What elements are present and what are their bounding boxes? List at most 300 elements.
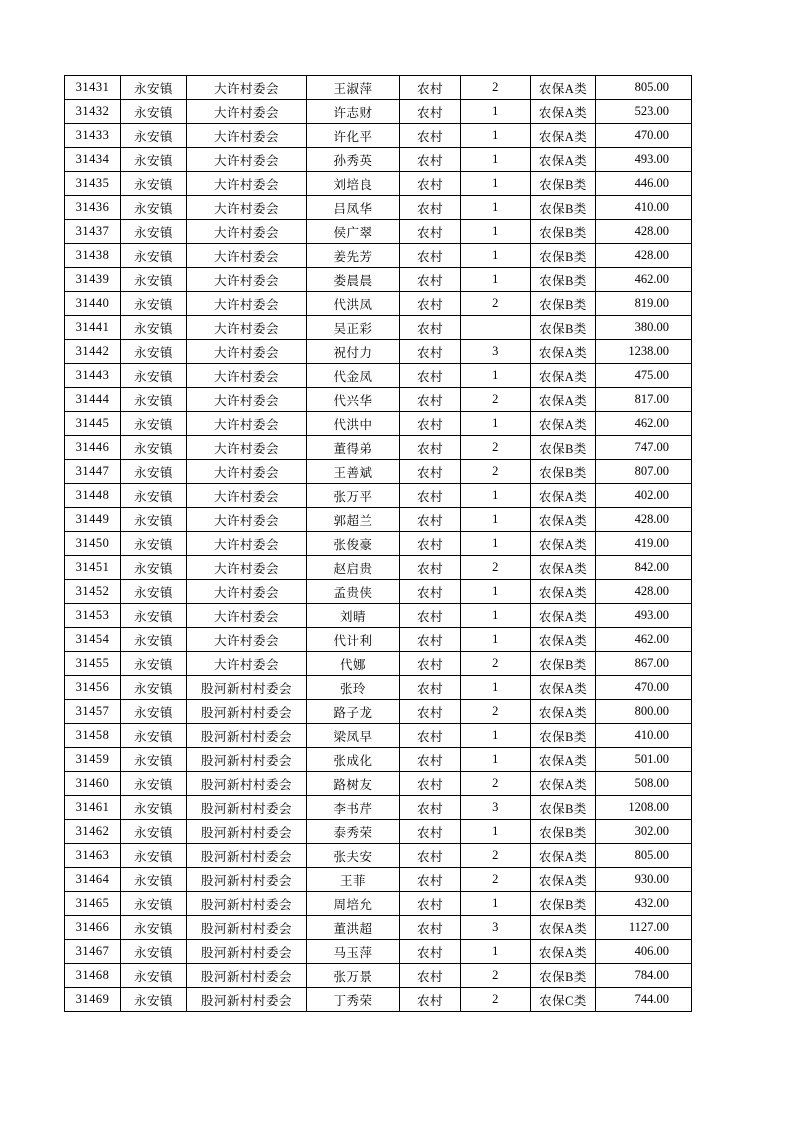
table-row bbox=[65, 436, 692, 460]
cell-village: 大许村委会 bbox=[187, 76, 307, 100]
cell-town: 永安镇 bbox=[121, 604, 187, 628]
cell-id: 31446 bbox=[65, 436, 121, 460]
cell-village: 大许村委会 bbox=[187, 508, 307, 532]
cell-count: 2 bbox=[461, 460, 531, 484]
table-row bbox=[65, 460, 692, 484]
cell-id: 31453 bbox=[65, 604, 121, 628]
cell-category: 农保B类 bbox=[531, 172, 596, 196]
cell-id: 31433 bbox=[65, 124, 121, 148]
cell-amount: 817.00 bbox=[596, 388, 692, 412]
cell-amount: 428.00 bbox=[596, 220, 692, 244]
cell-count: 2 bbox=[461, 772, 531, 796]
table-row bbox=[65, 916, 692, 940]
cell-amount: 744.00 bbox=[596, 988, 692, 1012]
cell-count: 1 bbox=[461, 412, 531, 436]
cell-amount: 501.00 bbox=[596, 748, 692, 772]
cell-type: 农村 bbox=[400, 772, 461, 796]
cell-town: 永安镇 bbox=[121, 796, 187, 820]
cell-category: 农保B类 bbox=[531, 436, 596, 460]
cell-category: 农保A类 bbox=[531, 76, 596, 100]
cell-category: 农保A类 bbox=[531, 100, 596, 124]
cell-village: 大许村委会 bbox=[187, 292, 307, 316]
cell-name: 娄晨晨 bbox=[307, 268, 400, 292]
cell-category: 农保B类 bbox=[531, 964, 596, 988]
cell-town: 永安镇 bbox=[121, 412, 187, 436]
cell-category: 农保A类 bbox=[531, 412, 596, 436]
cell-count: 1 bbox=[461, 148, 531, 172]
cell-amount: 402.00 bbox=[596, 484, 692, 508]
table-row bbox=[65, 412, 692, 436]
cell-type: 农村 bbox=[400, 796, 461, 820]
cell-town: 永安镇 bbox=[121, 436, 187, 460]
table-row bbox=[65, 388, 692, 412]
cell-type: 农村 bbox=[400, 964, 461, 988]
cell-amount: 380.00 bbox=[596, 316, 692, 340]
cell-town: 永安镇 bbox=[121, 508, 187, 532]
table-row bbox=[65, 220, 692, 244]
cell-type: 农村 bbox=[400, 316, 461, 340]
cell-village: 大许村委会 bbox=[187, 100, 307, 124]
cell-id: 31449 bbox=[65, 508, 121, 532]
table-row bbox=[65, 508, 692, 532]
cell-count: 2 bbox=[461, 844, 531, 868]
cell-amount: 410.00 bbox=[596, 196, 692, 220]
cell-category: 农保B类 bbox=[531, 892, 596, 916]
cell-amount: 523.00 bbox=[596, 100, 692, 124]
cell-type: 农村 bbox=[400, 940, 461, 964]
cell-amount: 819.00 bbox=[596, 292, 692, 316]
cell-name: 泰秀荣 bbox=[307, 820, 400, 844]
cell-id: 31451 bbox=[65, 556, 121, 580]
cell-village: 大许村委会 bbox=[187, 460, 307, 484]
cell-town: 永安镇 bbox=[121, 268, 187, 292]
cell-type: 农村 bbox=[400, 628, 461, 652]
cell-id: 31445 bbox=[65, 412, 121, 436]
cell-type: 农村 bbox=[400, 748, 461, 772]
cell-amount: 406.00 bbox=[596, 940, 692, 964]
cell-name: 孟贵侠 bbox=[307, 580, 400, 604]
cell-name: 代娜 bbox=[307, 652, 400, 676]
cell-village: 大许村委会 bbox=[187, 268, 307, 292]
cell-type: 农村 bbox=[400, 652, 461, 676]
cell-village: 股河新村村委会 bbox=[187, 868, 307, 892]
cell-type: 农村 bbox=[400, 844, 461, 868]
cell-name: 路树友 bbox=[307, 772, 400, 796]
cell-village: 大许村委会 bbox=[187, 172, 307, 196]
cell-type: 农村 bbox=[400, 508, 461, 532]
table-row bbox=[65, 532, 692, 556]
cell-id: 31432 bbox=[65, 100, 121, 124]
table-row bbox=[65, 244, 692, 268]
cell-name: 张万平 bbox=[307, 484, 400, 508]
cell-category: 农保A类 bbox=[531, 580, 596, 604]
cell-village: 股河新村村委会 bbox=[187, 700, 307, 724]
cell-amount: 867.00 bbox=[596, 652, 692, 676]
cell-count: 2 bbox=[461, 652, 531, 676]
cell-id: 31459 bbox=[65, 748, 121, 772]
cell-name: 王善斌 bbox=[307, 460, 400, 484]
cell-village: 股河新村村委会 bbox=[187, 988, 307, 1012]
cell-category: 农保A类 bbox=[531, 748, 596, 772]
cell-town: 永安镇 bbox=[121, 916, 187, 940]
table-row bbox=[65, 844, 692, 868]
cell-town: 永安镇 bbox=[121, 148, 187, 172]
table-row bbox=[65, 340, 692, 364]
cell-id: 31454 bbox=[65, 628, 121, 652]
cell-count: 2 bbox=[461, 292, 531, 316]
table-row bbox=[65, 76, 692, 100]
cell-count: 2 bbox=[461, 700, 531, 724]
cell-id: 31455 bbox=[65, 652, 121, 676]
cell-town: 永安镇 bbox=[121, 100, 187, 124]
cell-count: 2 bbox=[461, 868, 531, 892]
cell-name: 吴正彩 bbox=[307, 316, 400, 340]
cell-id: 31434 bbox=[65, 148, 121, 172]
cell-town: 永安镇 bbox=[121, 652, 187, 676]
cell-amount: 805.00 bbox=[596, 844, 692, 868]
cell-type: 农村 bbox=[400, 412, 461, 436]
cell-id: 31468 bbox=[65, 964, 121, 988]
cell-id: 31467 bbox=[65, 940, 121, 964]
cell-name: 许化平 bbox=[307, 124, 400, 148]
cell-count: 3 bbox=[461, 340, 531, 364]
cell-category: 农保A类 bbox=[531, 364, 596, 388]
cell-amount: 807.00 bbox=[596, 460, 692, 484]
cell-town: 永安镇 bbox=[121, 724, 187, 748]
cell-town: 永安镇 bbox=[121, 964, 187, 988]
cell-village: 大许村委会 bbox=[187, 124, 307, 148]
cell-name: 张俊豪 bbox=[307, 532, 400, 556]
cell-amount: 747.00 bbox=[596, 436, 692, 460]
cell-category: 农保A类 bbox=[531, 628, 596, 652]
cell-count: 1 bbox=[461, 604, 531, 628]
cell-category: 农保B类 bbox=[531, 196, 596, 220]
table-row bbox=[65, 796, 692, 820]
table-row bbox=[65, 820, 692, 844]
cell-count: 2 bbox=[461, 964, 531, 988]
cell-category: 农保A类 bbox=[531, 388, 596, 412]
cell-category: 农保B类 bbox=[531, 652, 596, 676]
cell-town: 永安镇 bbox=[121, 196, 187, 220]
cell-type: 农村 bbox=[400, 100, 461, 124]
cell-type: 农村 bbox=[400, 556, 461, 580]
cell-type: 农村 bbox=[400, 364, 461, 388]
table-row bbox=[65, 988, 692, 1012]
cell-type: 农村 bbox=[400, 700, 461, 724]
table-row bbox=[65, 700, 692, 724]
cell-type: 农村 bbox=[400, 892, 461, 916]
cell-count: 2 bbox=[461, 988, 531, 1012]
cell-count: 1 bbox=[461, 676, 531, 700]
cell-amount: 410.00 bbox=[596, 724, 692, 748]
cell-amount: 1208.00 bbox=[596, 796, 692, 820]
cell-category: 农保C类 bbox=[531, 988, 596, 1012]
cell-type: 农村 bbox=[400, 148, 461, 172]
cell-id: 31452 bbox=[65, 580, 121, 604]
cell-village: 股河新村村委会 bbox=[187, 748, 307, 772]
cell-id: 31440 bbox=[65, 292, 121, 316]
cell-amount: 930.00 bbox=[596, 868, 692, 892]
cell-amount: 470.00 bbox=[596, 124, 692, 148]
cell-village: 股河新村村委会 bbox=[187, 916, 307, 940]
cell-village: 大许村委会 bbox=[187, 220, 307, 244]
cell-type: 农村 bbox=[400, 268, 461, 292]
cell-town: 永安镇 bbox=[121, 388, 187, 412]
cell-type: 农村 bbox=[400, 388, 461, 412]
table-row bbox=[65, 940, 692, 964]
cell-name: 刘培良 bbox=[307, 172, 400, 196]
table-row bbox=[65, 196, 692, 220]
cell-name: 孙秀英 bbox=[307, 148, 400, 172]
cell-amount: 462.00 bbox=[596, 628, 692, 652]
cell-category: 农保B类 bbox=[531, 244, 596, 268]
table-row bbox=[65, 172, 692, 196]
cell-amount: 419.00 bbox=[596, 532, 692, 556]
table-row bbox=[65, 676, 692, 700]
cell-name: 郭超兰 bbox=[307, 508, 400, 532]
cell-type: 农村 bbox=[400, 988, 461, 1012]
cell-count: 1 bbox=[461, 220, 531, 244]
cell-village: 大许村委会 bbox=[187, 436, 307, 460]
cell-count: 2 bbox=[461, 436, 531, 460]
cell-village: 大许村委会 bbox=[187, 364, 307, 388]
cell-town: 永安镇 bbox=[121, 772, 187, 796]
cell-id: 31435 bbox=[65, 172, 121, 196]
cell-type: 农村 bbox=[400, 244, 461, 268]
cell-type: 农村 bbox=[400, 76, 461, 100]
cell-town: 永安镇 bbox=[121, 748, 187, 772]
cell-category: 农保B类 bbox=[531, 460, 596, 484]
cell-category: 农保A类 bbox=[531, 700, 596, 724]
cell-count: 1 bbox=[461, 820, 531, 844]
pension-roster-table bbox=[64, 75, 692, 1012]
cell-amount: 784.00 bbox=[596, 964, 692, 988]
cell-category: 农保A类 bbox=[531, 772, 596, 796]
cell-town: 永安镇 bbox=[121, 76, 187, 100]
cell-count: 1 bbox=[461, 100, 531, 124]
cell-type: 农村 bbox=[400, 676, 461, 700]
cell-category: 农保B类 bbox=[531, 796, 596, 820]
cell-town: 永安镇 bbox=[121, 940, 187, 964]
cell-town: 永安镇 bbox=[121, 220, 187, 244]
cell-village: 大许村委会 bbox=[187, 556, 307, 580]
cell-town: 永安镇 bbox=[121, 460, 187, 484]
cell-village: 大许村委会 bbox=[187, 484, 307, 508]
table-row bbox=[65, 868, 692, 892]
cell-town: 永安镇 bbox=[121, 532, 187, 556]
cell-type: 农村 bbox=[400, 172, 461, 196]
cell-amount: 470.00 bbox=[596, 676, 692, 700]
cell-village: 大许村委会 bbox=[187, 532, 307, 556]
cell-name: 代金凤 bbox=[307, 364, 400, 388]
table-row bbox=[65, 124, 692, 148]
table-row bbox=[65, 100, 692, 124]
cell-town: 永安镇 bbox=[121, 628, 187, 652]
cell-type: 农村 bbox=[400, 220, 461, 244]
cell-type: 农村 bbox=[400, 124, 461, 148]
cell-type: 农村 bbox=[400, 604, 461, 628]
cell-count: 1 bbox=[461, 268, 531, 292]
cell-id: 31466 bbox=[65, 916, 121, 940]
cell-count: 1 bbox=[461, 244, 531, 268]
cell-category: 农保A类 bbox=[531, 604, 596, 628]
cell-amount: 475.00 bbox=[596, 364, 692, 388]
cell-name: 张夫安 bbox=[307, 844, 400, 868]
cell-id: 31457 bbox=[65, 700, 121, 724]
cell-name: 吕凤华 bbox=[307, 196, 400, 220]
cell-count: 1 bbox=[461, 724, 531, 748]
table-row bbox=[65, 580, 692, 604]
cell-id: 31443 bbox=[65, 364, 121, 388]
cell-amount: 1238.00 bbox=[596, 340, 692, 364]
cell-village: 大许村委会 bbox=[187, 388, 307, 412]
cell-count: 1 bbox=[461, 532, 531, 556]
table-row bbox=[65, 964, 692, 988]
cell-name: 张玲 bbox=[307, 676, 400, 700]
cell-amount: 428.00 bbox=[596, 508, 692, 532]
cell-amount: 446.00 bbox=[596, 172, 692, 196]
cell-count: 1 bbox=[461, 628, 531, 652]
cell-id: 31469 bbox=[65, 988, 121, 1012]
cell-town: 永安镇 bbox=[121, 820, 187, 844]
cell-category: 农保A类 bbox=[531, 676, 596, 700]
cell-village: 大许村委会 bbox=[187, 148, 307, 172]
cell-category: 农保A类 bbox=[531, 148, 596, 172]
cell-village: 股河新村村委会 bbox=[187, 676, 307, 700]
cell-category: 农保B类 bbox=[531, 268, 596, 292]
cell-village: 股河新村村委会 bbox=[187, 772, 307, 796]
cell-type: 农村 bbox=[400, 724, 461, 748]
cell-type: 农村 bbox=[400, 484, 461, 508]
cell-name: 董洪超 bbox=[307, 916, 400, 940]
cell-name: 张万景 bbox=[307, 964, 400, 988]
cell-count: 2 bbox=[461, 556, 531, 580]
cell-village: 股河新村村委会 bbox=[187, 892, 307, 916]
table-body bbox=[65, 76, 692, 1012]
cell-id: 31431 bbox=[65, 76, 121, 100]
cell-count: 1 bbox=[461, 364, 531, 388]
cell-type: 农村 bbox=[400, 292, 461, 316]
cell-type: 农村 bbox=[400, 196, 461, 220]
cell-count: 1 bbox=[461, 484, 531, 508]
cell-town: 永安镇 bbox=[121, 316, 187, 340]
cell-town: 永安镇 bbox=[121, 124, 187, 148]
cell-count: 3 bbox=[461, 796, 531, 820]
cell-amount: 508.00 bbox=[596, 772, 692, 796]
cell-town: 永安镇 bbox=[121, 988, 187, 1012]
cell-village: 大许村委会 bbox=[187, 244, 307, 268]
table-row bbox=[65, 652, 692, 676]
table-row bbox=[65, 724, 692, 748]
cell-category: 农保A类 bbox=[531, 556, 596, 580]
cell-amount: 462.00 bbox=[596, 412, 692, 436]
cell-count: 1 bbox=[461, 748, 531, 772]
cell-town: 永安镇 bbox=[121, 676, 187, 700]
cell-amount: 428.00 bbox=[596, 244, 692, 268]
cell-type: 农村 bbox=[400, 340, 461, 364]
cell-count: 1 bbox=[461, 508, 531, 532]
cell-category: 农保A类 bbox=[531, 532, 596, 556]
cell-village: 大许村委会 bbox=[187, 628, 307, 652]
cell-count: 1 bbox=[461, 892, 531, 916]
cell-village: 大许村委会 bbox=[187, 652, 307, 676]
cell-village: 股河新村村委会 bbox=[187, 724, 307, 748]
cell-type: 农村 bbox=[400, 580, 461, 604]
cell-category: 农保A类 bbox=[531, 844, 596, 868]
cell-id: 31460 bbox=[65, 772, 121, 796]
cell-id: 31439 bbox=[65, 268, 121, 292]
cell-town: 永安镇 bbox=[121, 844, 187, 868]
cell-type: 农村 bbox=[400, 820, 461, 844]
cell-village: 股河新村村委会 bbox=[187, 844, 307, 868]
cell-id: 31444 bbox=[65, 388, 121, 412]
cell-amount: 462.00 bbox=[596, 268, 692, 292]
cell-id: 31438 bbox=[65, 244, 121, 268]
cell-id: 31463 bbox=[65, 844, 121, 868]
cell-id: 31450 bbox=[65, 532, 121, 556]
cell-id: 31447 bbox=[65, 460, 121, 484]
cell-count: 3 bbox=[461, 916, 531, 940]
table-row bbox=[65, 892, 692, 916]
cell-amount: 842.00 bbox=[596, 556, 692, 580]
cell-amount: 1127.00 bbox=[596, 916, 692, 940]
cell-count: 1 bbox=[461, 172, 531, 196]
cell-type: 农村 bbox=[400, 916, 461, 940]
cell-id: 31458 bbox=[65, 724, 121, 748]
cell-category: 农保B类 bbox=[531, 220, 596, 244]
cell-town: 永安镇 bbox=[121, 364, 187, 388]
cell-category: 农保A类 bbox=[531, 868, 596, 892]
cell-id: 31462 bbox=[65, 820, 121, 844]
cell-amount: 302.00 bbox=[596, 820, 692, 844]
cell-id: 31437 bbox=[65, 220, 121, 244]
cell-category: 农保B类 bbox=[531, 820, 596, 844]
cell-id: 31441 bbox=[65, 316, 121, 340]
cell-name: 张成化 bbox=[307, 748, 400, 772]
cell-count: 1 bbox=[461, 124, 531, 148]
cell-village: 大许村委会 bbox=[187, 316, 307, 340]
cell-category: 农保A类 bbox=[531, 940, 596, 964]
cell-id: 31442 bbox=[65, 340, 121, 364]
cell-count bbox=[461, 316, 531, 340]
cell-town: 永安镇 bbox=[121, 244, 187, 268]
cell-name: 王菲 bbox=[307, 868, 400, 892]
cell-name: 丁秀荣 bbox=[307, 988, 400, 1012]
cell-category: 农保A类 bbox=[531, 340, 596, 364]
table-row bbox=[65, 148, 692, 172]
table-row bbox=[65, 484, 692, 508]
table-row bbox=[65, 292, 692, 316]
cell-name: 王淑萍 bbox=[307, 76, 400, 100]
cell-amount: 493.00 bbox=[596, 604, 692, 628]
cell-village: 大许村委会 bbox=[187, 412, 307, 436]
cell-name: 周培允 bbox=[307, 892, 400, 916]
table-row bbox=[65, 556, 692, 580]
cell-village: 股河新村村委会 bbox=[187, 796, 307, 820]
cell-category: 农保A类 bbox=[531, 508, 596, 532]
cell-name: 许志财 bbox=[307, 100, 400, 124]
cell-id: 31436 bbox=[65, 196, 121, 220]
cell-village: 股河新村村委会 bbox=[187, 820, 307, 844]
cell-count: 2 bbox=[461, 76, 531, 100]
cell-village: 大许村委会 bbox=[187, 196, 307, 220]
cell-amount: 805.00 bbox=[596, 76, 692, 100]
cell-town: 永安镇 bbox=[121, 292, 187, 316]
cell-village: 大许村委会 bbox=[187, 604, 307, 628]
cell-name: 代洪凤 bbox=[307, 292, 400, 316]
cell-village: 大许村委会 bbox=[187, 580, 307, 604]
cell-count: 1 bbox=[461, 196, 531, 220]
